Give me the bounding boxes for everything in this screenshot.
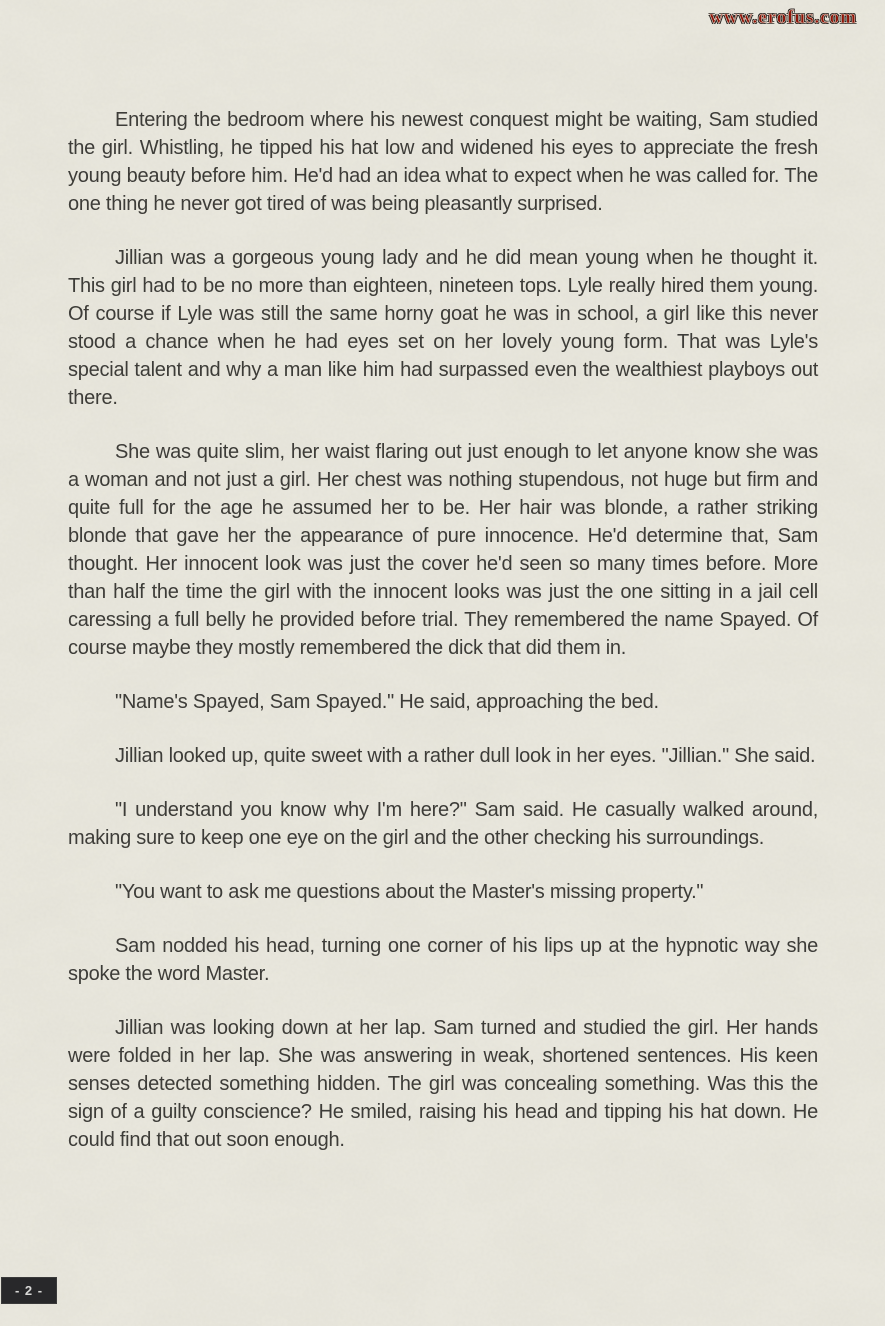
- paragraph: She was quite slim, her waist flaring out just enough to let anyone know she was a woman and not just a girl. Her chest was nothing stupendous, not huge but firm and quite full for the age he assumed her to be. Her hair was blonde, a rather striking blonde that gave her the appearance of pure innocence. He'd determine that, Sam thought. Her innocent look was just the cover he'd seen so many times before. More than half the time the girl with the innocent looks was just the one sitting in a jail cell caressing a full belly he provided before trial. They remembered the name Spayed. Of course maybe they mostly remembered the dick that did them in.: [68, 441, 818, 659]
- paragraph: Sam nodded his head, turning one corner of his lips up at the hypnotic way she spoke the word Master.: [68, 935, 818, 985]
- page-number-badge: [1, 1277, 57, 1304]
- paragraph: "Name's Spayed, Sam Spayed." He said, approaching the bed.: [115, 691, 659, 713]
- page-number: - 2 -: [14, 1283, 44, 1298]
- story-text: [68, 106, 818, 1180]
- paragraph: "I understand you know why I'm here?" Sam said. He casually walked around, making sure to keep one eye on the girl and the other checking his surroundings.: [68, 799, 818, 849]
- paragraph: "You want to ask me questions about the Master's missing property.": [115, 881, 704, 903]
- paragraph: Entering the bedroom where his newest conquest might be waiting, Sam studied the girl. Whistling, he tipped his hat low and widened his eyes to appreciate the fresh young beauty before him. He'd had an idea what to expect when he was called for. The one thing he never got tired of was being pleasantly surprised.: [68, 109, 818, 215]
- watermark: www.erofus.com: [709, 7, 857, 28]
- paragraph: Jillian was looking down at her lap. Sam turned and studied the girl. Her hands were folded in her lap. She was answering in weak, shortened sentences. His keen senses detected something hidden. The girl was concealing something. Was this the sign of a guilty conscience? He smiled, raising his head and tipping his hat down. He could find that out soon enough.: [68, 1017, 818, 1151]
- paragraph: Jillian looked up, quite sweet with a rather dull look in her eyes. "Jillian." She said.: [115, 745, 816, 767]
- paragraph: Jillian was a gorgeous young lady and he did mean young when he thought it. This girl had to be no more than eighteen, nineteen tops. Lyle really hired them young. Of course if Lyle was still the same horny goat he was in school, a girl like this never stood a chance when he had eyes set on her lovely young form. That was Lyle's special talent and why a man like him had surpassed even the wealthiest playboys out there.: [68, 247, 818, 409]
